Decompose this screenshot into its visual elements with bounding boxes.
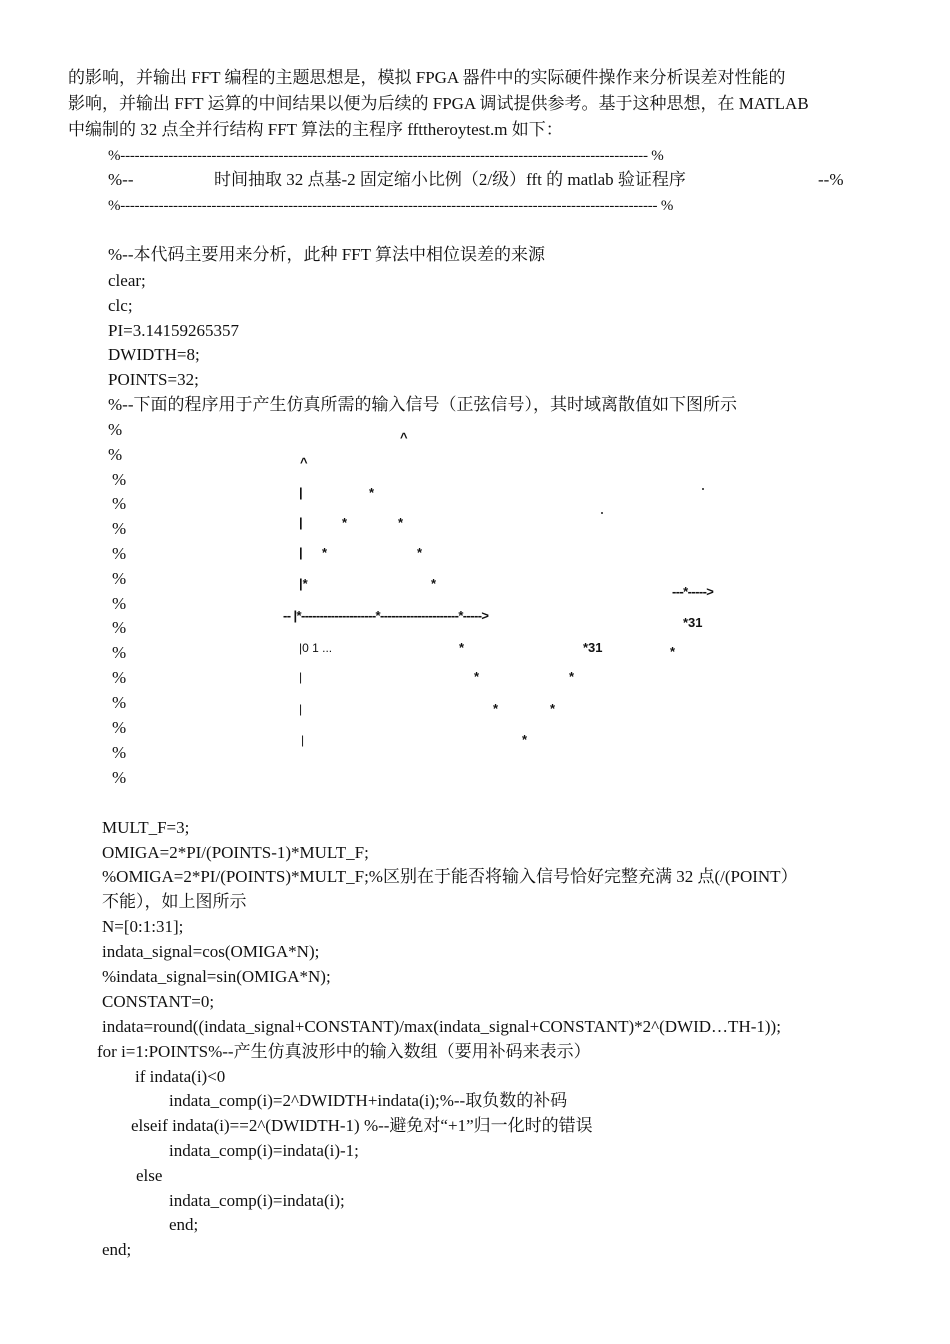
figure-label-31: *31 xyxy=(583,640,603,655)
scan-speck xyxy=(601,512,603,514)
comment-marker: % xyxy=(112,519,127,538)
code-clear: clear; xyxy=(108,271,146,290)
intro-line-1: 的影响，并输出 FFT 编程的主题思想是，模拟 FPGA 器件中的实际硬件操作来分析误差对性能的 xyxy=(68,68,786,87)
comment-marker: % xyxy=(112,693,127,712)
figure-sample-star: * xyxy=(550,701,556,716)
code-omiga: OMIGA=2*PI/(POINTS-1)*MULT_F; xyxy=(102,843,369,862)
comment-marker: % xyxy=(112,768,127,787)
figure-origin-labels: |0 1 ... xyxy=(299,641,333,655)
figure-caret-top: ^ xyxy=(400,430,408,445)
header-bottom-rule: %---------------------------------------------------------------------------------------------------------------- % xyxy=(108,198,674,214)
comment-marker: % xyxy=(112,743,127,762)
comment-marker: % xyxy=(108,445,123,464)
intro-line-3: 中编制的 32 点全并行结构 FFT 算法的主程序 ffttheroytest.m 如下： xyxy=(68,120,563,139)
figure-sample-star: * xyxy=(417,545,423,560)
code-comp-negative: indata_comp(i)=2^DWIDTH+indata(i);%--取负数的补码 xyxy=(169,1091,568,1110)
figure-y-axis-bar: | xyxy=(299,545,303,560)
figure-y-axis-bar-star: |* xyxy=(299,576,308,591)
code-end-for: end; xyxy=(102,1240,132,1259)
code-for-loop: for i=1:POINTS%--产生仿真波形中的输入数组（要用补码来表示） xyxy=(97,1042,591,1061)
code-indata-signal: indata_signal=cos(OMIGA*N); xyxy=(102,942,320,961)
figure-label-31-right: *31 xyxy=(683,615,703,630)
figure-sample-star: * xyxy=(459,640,465,655)
figure-y-axis-bar: | xyxy=(299,485,303,500)
figure-sample-star: * xyxy=(493,701,499,716)
code-if: if indata(i)<0 xyxy=(135,1067,226,1086)
code-mult-f: MULT_F=3; xyxy=(102,818,190,837)
figure-sample-star: * xyxy=(369,485,375,500)
code-clc: clc; xyxy=(108,296,133,315)
code-comp-plain: indata_comp(i)=indata(i); xyxy=(169,1191,345,1210)
comment-marker: % xyxy=(112,643,127,662)
figure-y-axis-bar: | xyxy=(299,515,303,530)
code-constant: CONSTANT=0; xyxy=(102,992,215,1011)
header-top-rule: %-------------------------------------------------------------------------------------------------------------- % xyxy=(108,148,664,164)
comment-marker: % xyxy=(112,718,127,737)
code-elseif: elseif indata(i)==2^(DWIDTH-1) %--避免对“+1”归一化时的错误 xyxy=(131,1116,593,1135)
comment-marker: % xyxy=(112,594,127,613)
figure-y-axis-bar: | xyxy=(301,733,305,747)
comment-marker: % xyxy=(108,420,123,439)
figure-sample-star: * xyxy=(474,669,480,684)
scan-speck xyxy=(702,488,704,490)
code-omiga-alt-cont: 不能），如上图所示 xyxy=(102,892,247,911)
comment-marker: % xyxy=(112,668,127,687)
header-title: 时间抽取 32 点基-2 固定缩小比例（2/级）fft 的 matlab 验证程序 xyxy=(214,170,686,189)
figure-y-axis-bar: | xyxy=(299,702,303,716)
figure-y-axis-bar: | xyxy=(299,670,303,684)
code-indata-signal-sin: %indata_signal=sin(OMIGA*N); xyxy=(102,967,331,986)
figure-sample-star: * xyxy=(431,576,437,591)
code-comp-minus-one: indata_comp(i)=indata(i)-1; xyxy=(169,1141,359,1160)
figure-x-axis-line: -- |*--------------------*---------------------*-----> xyxy=(283,608,489,623)
comment-marker: % xyxy=(112,470,127,489)
code-n: N=[0:1:31]; xyxy=(102,917,184,936)
figure-star-right: * xyxy=(670,644,676,659)
comment-marker: % xyxy=(112,618,127,637)
figure-y-axis-caret: ^ xyxy=(300,455,308,470)
header-title-right: --% xyxy=(818,170,844,189)
code-indata-round: indata=round((indata_signal+CONSTANT)/max(indata_signal+CONSTANT)*2^(DWID…TH-1)); xyxy=(102,1017,781,1036)
figure-sample-star: * xyxy=(569,669,575,684)
header-title-left: %-- xyxy=(108,170,134,189)
figure-sample-star: * xyxy=(342,515,348,530)
code-pi: PI=3.14159265357 xyxy=(108,321,239,340)
figure-sample-star: * xyxy=(522,732,528,747)
intro-line-2: 影响，并输出 FFT 运算的中间结果以便为后续的 FPGA 调试提供参考。基于这种思想，在 MATLAB xyxy=(68,94,809,113)
code-points: POINTS=32; xyxy=(108,370,199,389)
comment-marker: % xyxy=(112,494,127,513)
figure-sample-star: * xyxy=(322,545,328,560)
code-else: else xyxy=(136,1166,163,1185)
code-dwidth: DWIDTH=8; xyxy=(108,345,200,364)
figure-arrow-right: ---*-----> xyxy=(672,584,714,599)
comment-marker: % xyxy=(112,569,127,588)
comment-marker: % xyxy=(112,544,127,563)
code-omiga-alt: %OMIGA=2*PI/(POINTS)*MULT_F;%区别在于能否将输入信号恰好完整充满 32 点(/(POINT） xyxy=(102,867,798,886)
figure-sample-star: * xyxy=(398,515,404,530)
code-end-if: end; xyxy=(169,1215,199,1234)
code-comment-signal: %--下面的程序用于产生仿真所需的输入信号（正弦信号），其时域离散值如下图所示 xyxy=(108,395,737,414)
code-comment-purpose: %--本代码主要用来分析，此种 FFT 算法中相位误差的来源 xyxy=(108,245,545,264)
